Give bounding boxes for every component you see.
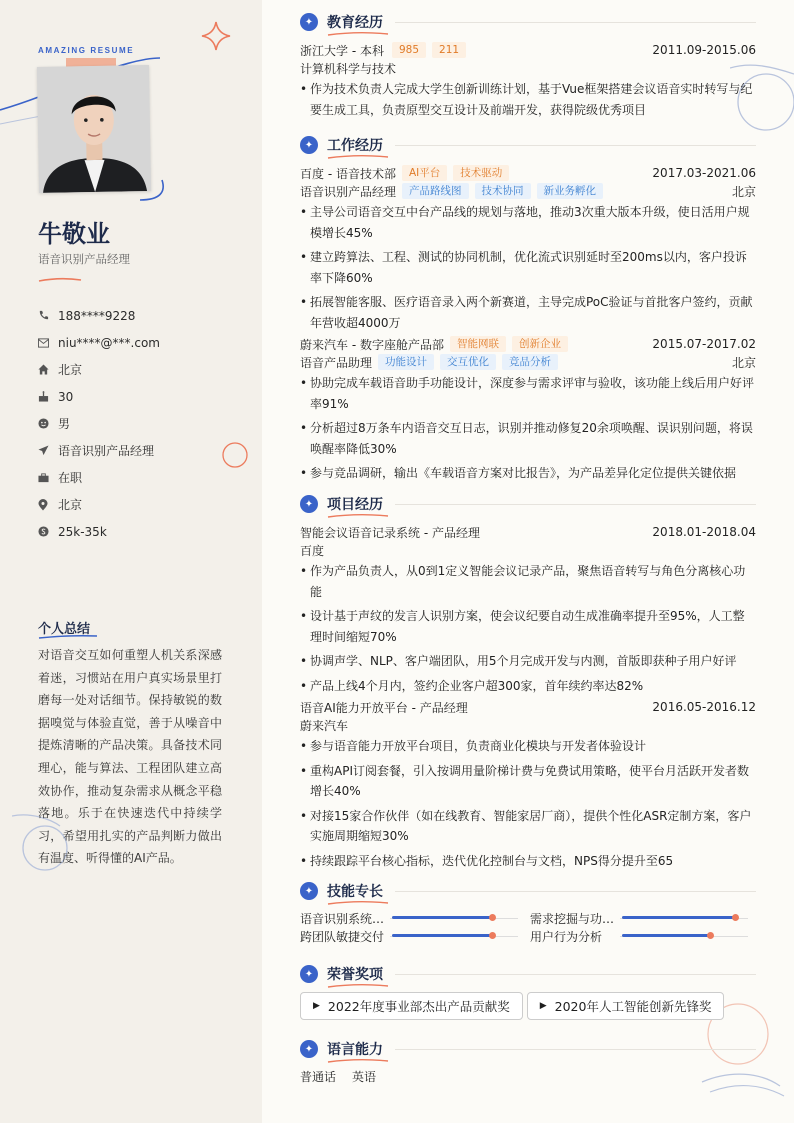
- job-entry: [300, 164, 756, 333]
- contact-info-list: [38, 302, 160, 545]
- sparkle-icon: ✦: [300, 965, 318, 983]
- section-divider: [395, 22, 756, 23]
- job-role: 语音产品助理: [300, 355, 373, 370]
- company-tag: 智能网联: [450, 336, 506, 352]
- info-age: [38, 383, 160, 410]
- awards-list: [300, 992, 756, 1020]
- list-item: • 对接15家合作伙伴（如在线教育、智能家居厂商），提供个性化ASR定制方案，客户实施周期缩短30%: [300, 806, 756, 847]
- info-text: 30: [58, 389, 74, 404]
- award-text: 2020年人工智能创新先锋奖: [554, 999, 712, 1014]
- list-item: • 建立跨算法、工程、测试的协同机制，优化流式识别延时至200ms以内，客户投诉率下降60%: [300, 247, 756, 288]
- project-period: 2018.01-2018.04: [652, 525, 756, 539]
- info-phone: [38, 302, 160, 329]
- list-item: • 拓展智能客服、医疗语音录入两个新赛道，主导完成PoC验证与首批客户签约，贡献年营收超4000万: [300, 292, 756, 333]
- sparkle-icon: ✦: [300, 136, 318, 154]
- project-name: 智能会议语音记录系统 - 产品经理: [300, 525, 480, 540]
- list-item: • 产品上线4个月内，签约企业客户超300家，首年续约率达82%: [300, 676, 756, 697]
- project-org-row: [300, 541, 756, 559]
- languages-section: [300, 1039, 756, 1085]
- info-text: 在职: [58, 471, 83, 485]
- section-title: 工作经历: [327, 138, 383, 154]
- job-entry: [300, 335, 756, 484]
- send-icon: [38, 445, 58, 456]
- job-period: 2017.03-2021.06: [652, 166, 756, 180]
- major: 计算机科学与技术: [300, 61, 397, 76]
- education-row: [300, 41, 756, 59]
- title-underline: [327, 1058, 389, 1064]
- project-org-row: [300, 716, 756, 734]
- list-item: • 作为产品负责人，从0到1定义智能会议记录产品，聚焦语音转写与角色分离核心功能: [300, 561, 756, 602]
- avatar-illustration: [37, 65, 151, 193]
- education-section: [300, 12, 756, 124]
- info-gender: [38, 410, 160, 437]
- skill-name: 需求挖掘与功…: [530, 911, 615, 926]
- section-divider: [395, 145, 756, 146]
- sparkle-icon: [200, 20, 232, 52]
- skill-fill: [622, 934, 710, 937]
- role-tag: 新业务孵化: [537, 183, 604, 199]
- info-email: [38, 329, 160, 356]
- summary-underline: [38, 634, 98, 640]
- company-tag: 技术驱动: [453, 165, 509, 181]
- info-text: 25k-35k: [58, 524, 107, 539]
- list-item: • 持续跟踪平台核心指标，迭代优化控制台与文档，NPS得分提升至65: [300, 851, 756, 872]
- play-triangle-icon: ▶: [313, 1001, 320, 1011]
- role-tag: 功能设计: [378, 354, 434, 370]
- education-bullets: [300, 79, 756, 120]
- section-divider: [395, 974, 756, 975]
- company-name: 百度 - 语音技术部: [300, 166, 396, 181]
- skill-fill: [392, 934, 492, 937]
- role-tag: 交互优化: [440, 354, 496, 370]
- section-header: [300, 12, 756, 32]
- section-title: 项目经历: [327, 497, 383, 513]
- title-underline: [327, 900, 389, 906]
- role-row: [300, 182, 756, 200]
- major-row: [300, 59, 756, 77]
- job-bullets: [300, 202, 756, 333]
- skill-item: [530, 909, 756, 927]
- honors-section: [300, 964, 756, 1020]
- company-name: 蔚来汽车 - 数字座舱产品部: [300, 337, 444, 352]
- play-triangle-icon: ▶: [539, 1001, 547, 1011]
- section-divider: [395, 504, 756, 505]
- section-title: 荣誉奖项: [327, 967, 383, 983]
- skill-name: 语音识别系统…: [300, 911, 385, 926]
- job-city: 北京: [731, 355, 756, 370]
- info-position: [38, 437, 160, 464]
- phone-icon: [38, 310, 58, 321]
- info-text: 男: [58, 417, 71, 431]
- section-title: 语言能力: [327, 1042, 383, 1058]
- award-badge: [527, 992, 725, 1020]
- candidate-name: 牛敬业: [38, 220, 110, 248]
- languages-list: [300, 1068, 756, 1085]
- job-bullets: [300, 373, 756, 484]
- skill-level-bar: [620, 913, 748, 923]
- sidebar: [0, 0, 262, 1123]
- skill-item: [530, 927, 756, 945]
- company-row: [300, 335, 756, 353]
- award-badge: [300, 992, 523, 1020]
- info-text: 188****9228: [58, 308, 136, 323]
- work-section: [300, 135, 756, 488]
- skills-grid: [300, 909, 756, 945]
- skill-level-bar: [390, 931, 518, 941]
- section-header: [300, 881, 756, 901]
- job-period: 2015.07-2017.02: [652, 337, 756, 351]
- skills-section: [300, 881, 756, 945]
- skill-item: [300, 909, 530, 927]
- section-header: [300, 135, 756, 155]
- sparkle-icon: ✦: [300, 882, 318, 900]
- project-bullets: [300, 561, 756, 696]
- salary-icon: [38, 526, 58, 537]
- list-item: • 协调声学、NLP、客户端团队，用5个月完成开发与内测，首版即获种子用户好评: [300, 651, 756, 672]
- skill-level-bar: [620, 931, 748, 941]
- info-salary: [38, 518, 160, 545]
- avatar: [37, 65, 151, 193]
- info-home: [38, 356, 160, 383]
- project-org: 百度: [300, 543, 325, 558]
- role-tag: 产品路线图: [402, 183, 469, 199]
- summary-text: 对语音交互如何重塑人机关系深感着迷，习惯站在用户真实场景里打磨每一处对话细节。保持敏锐的数据嗅觉与体验直觉，善于从噪音中提炼清晰的产品决策。具备技术同理心，能与算法、工程团队建立高效协作，推动复杂需求从概念平稳落地。乐于在快速迭代中持续学习，希望用扎实的产品判断力做出有温度、听得懂的AI产品。: [38, 648, 222, 866]
- skill-name: 跨团队敏捷交付: [300, 929, 385, 944]
- language-item: 普通话: [300, 1070, 337, 1084]
- role-tag: 技术协同: [475, 183, 531, 199]
- tagline: AMAZING RESUME: [38, 46, 135, 55]
- list-item: • 主导公司语音交互中台产品线的规划与落地，推动3次重大版本升级，使日活用户规模增长45%: [300, 202, 756, 243]
- list-item: • 设计基于声纹的发言人识别方案，使会议纪要自动生成准确率提升至95%，人工整理时间缩短70%: [300, 606, 756, 647]
- candidate-title: 语音识别产品经理: [38, 252, 130, 266]
- list-item: • 参与语音能力开放平台项目，负责商业化模块与开发者体验设计: [300, 736, 756, 757]
- education-period: 2011.09-2015.06: [652, 43, 756, 57]
- title-underline: [327, 513, 389, 519]
- summary-title: 个人总结: [38, 622, 91, 637]
- role-tag: 竞品分析: [502, 354, 558, 370]
- sparkle-icon: ✦: [300, 1040, 318, 1058]
- section-header: [300, 494, 756, 514]
- project-period: 2016.05-2016.12: [652, 700, 756, 714]
- skill-item: [300, 927, 530, 945]
- list-item: • 重构API订阅套餐，引入按调用量阶梯计费与免费试用策略，使平台月活跃开发者数增长40%: [300, 761, 756, 802]
- school-tag: 211: [432, 42, 466, 58]
- info-location: [38, 491, 160, 518]
- skill-fill: [392, 916, 492, 919]
- info-text: 北京: [58, 363, 83, 377]
- briefcase-icon: [38, 473, 58, 483]
- section-divider: [395, 891, 756, 892]
- company-tag: 创新企业: [512, 336, 568, 352]
- language-item: 英语: [352, 1070, 377, 1084]
- job-city: 北京: [731, 184, 756, 199]
- info-status: [38, 464, 160, 491]
- sparkle-icon: ✦: [300, 13, 318, 31]
- project-row: [300, 523, 756, 541]
- home-icon: [38, 364, 58, 375]
- decor-circle-right: [220, 440, 250, 470]
- list-item: • 参与竞品调研，输出《车载语音方案对比报告》，为产品差异化定位提供关键依据: [300, 463, 756, 484]
- skill-name: 用户行为分析: [530, 929, 603, 944]
- list-item: • 分析超过8万条车内语音交互日志，识别并推动修复20余项唤醒、误识别问题，将误唤醒率降低30%: [300, 418, 756, 459]
- info-text: niu****@***.com: [58, 335, 160, 350]
- skill-dot: [489, 914, 496, 921]
- title-underline: [327, 31, 389, 37]
- project-bullets: [300, 736, 756, 871]
- company-row: [300, 164, 756, 182]
- skill-dot: [489, 932, 496, 939]
- skill-dot: [707, 932, 714, 939]
- title-underline: [327, 154, 389, 160]
- project-entry: [300, 523, 756, 696]
- location-pin-icon: [38, 499, 58, 511]
- school-tag: 985: [392, 42, 426, 58]
- mail-icon: [38, 338, 58, 348]
- section-title: 教育经历: [327, 15, 383, 31]
- name-underline: [38, 277, 82, 283]
- list-item: • 作为技术负责人完成大学生创新训练计划，基于Vue框架搭建会议语音实时转写与纪要生成工具，负责原型交互设计及前端开发，获得院级优秀项目: [300, 79, 756, 120]
- skill-fill: [622, 916, 735, 919]
- skill-level-bar: [390, 913, 518, 923]
- info-text: 北京: [58, 498, 83, 512]
- project-row: [300, 698, 756, 716]
- job-role: 语音识别产品经理: [300, 184, 397, 199]
- role-row: [300, 353, 756, 371]
- project-org: 蔚来汽车: [300, 718, 349, 733]
- section-divider: [395, 1049, 756, 1050]
- section-header: [300, 1039, 756, 1059]
- info-text: 语音识别产品经理: [58, 444, 155, 458]
- school-name: 浙江大学 - 本科: [300, 43, 384, 58]
- list-item: • 协助完成车载语音助手功能设计，深度参与需求评审与验收，该功能上线后用户好评率91%: [300, 373, 756, 414]
- project-entry: [300, 698, 756, 871]
- skill-dot: [732, 914, 739, 921]
- company-tag: AI平台: [402, 165, 447, 181]
- gender-icon: [38, 418, 58, 429]
- title-underline: [327, 983, 389, 989]
- projects-section: [300, 494, 756, 875]
- sparkle-icon: ✦: [300, 495, 318, 513]
- project-name: 语音AI能力开放平台 - 产品经理: [300, 700, 468, 715]
- section-header: [300, 964, 756, 984]
- section-title: 技能专长: [327, 884, 383, 900]
- cake-icon: [38, 391, 58, 402]
- award-text: 2022年度事业部杰出产品贡献奖: [327, 999, 510, 1014]
